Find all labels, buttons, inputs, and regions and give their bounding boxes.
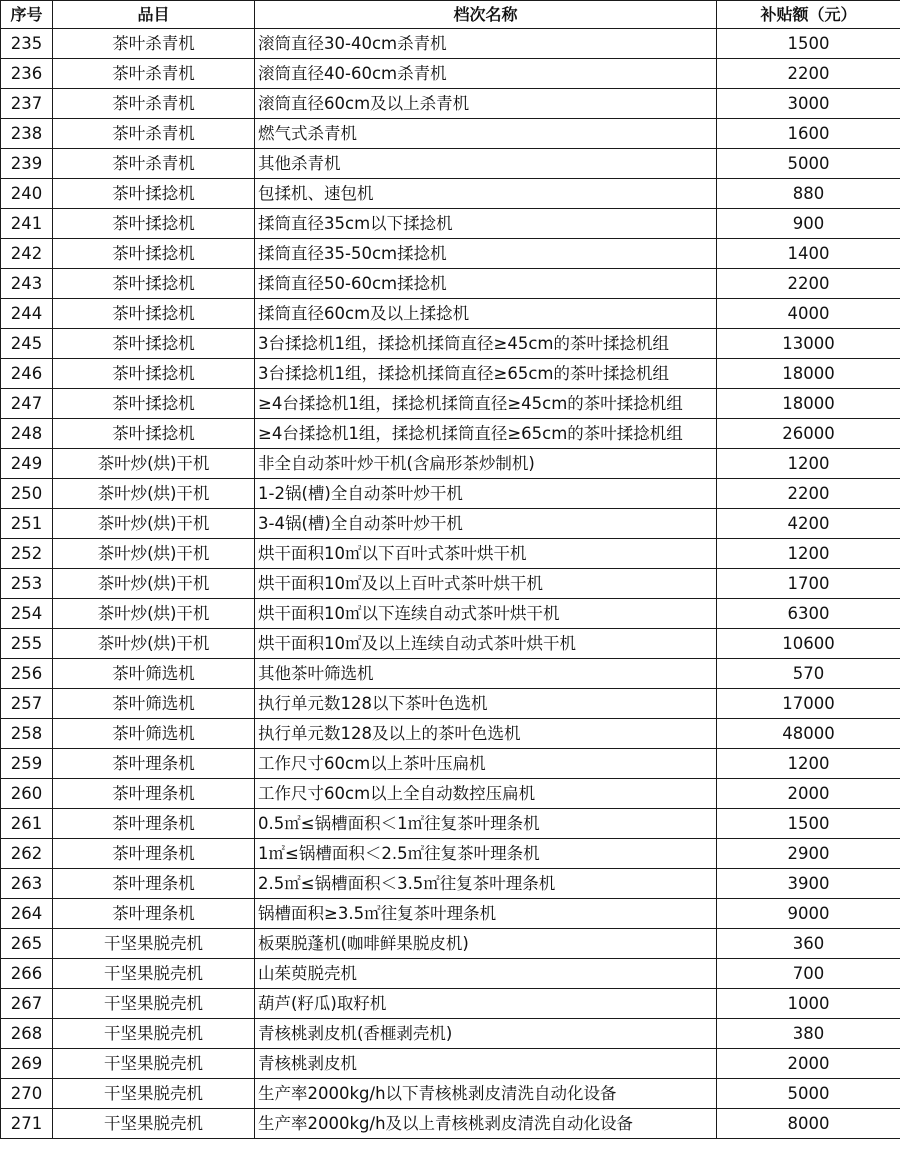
table-row (1, 119, 900, 149)
cell-category: 茶叶筛选机 (53, 689, 255, 719)
table-row (1, 329, 900, 359)
cell-subsidy-amount: 4200 (717, 509, 900, 539)
table-row (1, 29, 900, 59)
cell-subsidy-amount: 9000 (717, 899, 900, 929)
cell-subsidy-amount: 17000 (717, 689, 900, 719)
cell-serial-no: 237 (1, 89, 53, 119)
cell-grade-name: 包揉机、速包机 (255, 179, 717, 209)
cell-serial-no: 245 (1, 329, 53, 359)
table-row (1, 959, 900, 989)
table-row (1, 1019, 900, 1049)
cell-category: 茶叶揉捻机 (53, 359, 255, 389)
cell-category: 茶叶揉捻机 (53, 419, 255, 449)
cell-category: 茶叶揉捻机 (53, 179, 255, 209)
cell-subsidy-amount: 2000 (717, 779, 900, 809)
table-row (1, 89, 900, 119)
cell-category: 茶叶炒(烘)干机 (53, 479, 255, 509)
cell-subsidy-amount: 1700 (717, 569, 900, 599)
cell-serial-no: 241 (1, 209, 53, 239)
cell-serial-no: 261 (1, 809, 53, 839)
cell-serial-no: 238 (1, 119, 53, 149)
cell-grade-name: 执行单元数128以下茶叶色选机 (255, 689, 717, 719)
cell-grade-name: 执行单元数128及以上的茶叶色选机 (255, 719, 717, 749)
cell-subsidy-amount: 18000 (717, 389, 900, 419)
cell-grade-name: 非全自动茶叶炒干机(含扁形茶炒制机) (255, 449, 717, 479)
table-row (1, 539, 900, 569)
header-category: 品目 (53, 1, 255, 29)
cell-grade-name: 葫芦(籽瓜)取籽机 (255, 989, 717, 1019)
cell-grade-name: 滚筒直径60cm及以上杀青机 (255, 89, 717, 119)
cell-serial-no: 264 (1, 899, 53, 929)
cell-subsidy-amount: 1600 (717, 119, 900, 149)
cell-grade-name: 锅槽面积≥3.5㎡往复茶叶理条机 (255, 899, 717, 929)
cell-grade-name: 青核桃剥皮机 (255, 1049, 717, 1079)
table-row (1, 59, 900, 89)
cell-subsidy-amount: 26000 (717, 419, 900, 449)
cell-subsidy-amount: 13000 (717, 329, 900, 359)
cell-category: 茶叶揉捻机 (53, 389, 255, 419)
cell-serial-no: 239 (1, 149, 53, 179)
table-row (1, 209, 900, 239)
cell-subsidy-amount: 5000 (717, 149, 900, 179)
cell-grade-name: 青核桃剥皮机(香榧剥壳机) (255, 1019, 717, 1049)
cell-category: 茶叶理条机 (53, 839, 255, 869)
cell-category: 茶叶筛选机 (53, 719, 255, 749)
cell-subsidy-amount: 2200 (717, 59, 900, 89)
cell-grade-name: 揉筒直径60cm及以上揉捻机 (255, 299, 717, 329)
header-row (1, 1, 900, 29)
cell-serial-no: 256 (1, 659, 53, 689)
table-row (1, 659, 900, 689)
cell-category: 茶叶理条机 (53, 899, 255, 929)
cell-category: 干坚果脱壳机 (53, 1109, 255, 1139)
cell-serial-no: 244 (1, 299, 53, 329)
cell-serial-no: 246 (1, 359, 53, 389)
cell-category: 茶叶炒(烘)干机 (53, 449, 255, 479)
cell-subsidy-amount: 570 (717, 659, 900, 689)
cell-subsidy-amount: 1200 (717, 539, 900, 569)
cell-category: 干坚果脱壳机 (53, 1079, 255, 1109)
cell-category: 茶叶筛选机 (53, 659, 255, 689)
cell-category: 茶叶杀青机 (53, 119, 255, 149)
cell-grade-name: 工作尺寸60cm以上全自动数控压扁机 (255, 779, 717, 809)
cell-grade-name: 3台揉捻机1组，揉捻机揉筒直径≥65cm的茶叶揉捻机组 (255, 359, 717, 389)
table-row (1, 599, 900, 629)
cell-grade-name: 山茱萸脱壳机 (255, 959, 717, 989)
cell-subsidy-amount: 6300 (717, 599, 900, 629)
cell-grade-name: 烘干面积10㎡以下连续自动式茶叶烘干机 (255, 599, 717, 629)
cell-category: 干坚果脱壳机 (53, 929, 255, 959)
cell-grade-name: 1㎡≤锅槽面积＜2.5㎡往复茶叶理条机 (255, 839, 717, 869)
cell-serial-no: 259 (1, 749, 53, 779)
cell-serial-no: 235 (1, 29, 53, 59)
table-row (1, 179, 900, 209)
cell-category: 茶叶理条机 (53, 779, 255, 809)
cell-subsidy-amount: 5000 (717, 1079, 900, 1109)
cell-serial-no: 242 (1, 239, 53, 269)
table-row (1, 689, 900, 719)
cell-subsidy-amount: 1000 (717, 989, 900, 1019)
cell-subsidy-amount: 3000 (717, 89, 900, 119)
table-row (1, 299, 900, 329)
cell-subsidy-amount: 3900 (717, 869, 900, 899)
cell-grade-name: 烘干面积10㎡以下百叶式茶叶烘干机 (255, 539, 717, 569)
cell-category: 茶叶杀青机 (53, 59, 255, 89)
cell-category: 茶叶炒(烘)干机 (53, 629, 255, 659)
cell-category: 干坚果脱壳机 (53, 1019, 255, 1049)
cell-category: 茶叶炒(烘)干机 (53, 569, 255, 599)
table-row (1, 629, 900, 659)
cell-serial-no: 249 (1, 449, 53, 479)
table-body (1, 29, 900, 1139)
cell-grade-name: 0.5㎡≤锅槽面积＜1㎡往复茶叶理条机 (255, 809, 717, 839)
cell-serial-no: 240 (1, 179, 53, 209)
cell-grade-name: 3-4锅(槽)全自动茶叶炒干机 (255, 509, 717, 539)
cell-category: 茶叶揉捻机 (53, 329, 255, 359)
cell-grade-name: 燃气式杀青机 (255, 119, 717, 149)
table-row (1, 359, 900, 389)
cell-subsidy-amount: 8000 (717, 1109, 900, 1139)
cell-subsidy-amount: 900 (717, 209, 900, 239)
table-row (1, 899, 900, 929)
table-row (1, 569, 900, 599)
table-row (1, 509, 900, 539)
cell-subsidy-amount: 10600 (717, 629, 900, 659)
cell-serial-no: 236 (1, 59, 53, 89)
cell-category: 干坚果脱壳机 (53, 959, 255, 989)
cell-category: 茶叶揉捻机 (53, 269, 255, 299)
cell-serial-no: 267 (1, 989, 53, 1019)
table-row (1, 839, 900, 869)
cell-grade-name: 2.5㎡≤锅槽面积＜3.5㎡往复茶叶理条机 (255, 869, 717, 899)
cell-grade-name: 其他茶叶筛选机 (255, 659, 717, 689)
cell-subsidy-amount: 1200 (717, 449, 900, 479)
table-row (1, 479, 900, 509)
cell-serial-no: 271 (1, 1109, 53, 1139)
cell-grade-name: 滚筒直径30-40cm杀青机 (255, 29, 717, 59)
cell-serial-no: 250 (1, 479, 53, 509)
cell-serial-no: 268 (1, 1019, 53, 1049)
cell-grade-name: 其他杀青机 (255, 149, 717, 179)
cell-serial-no: 252 (1, 539, 53, 569)
cell-grade-name: 生产率2000kg/h及以上青核桃剥皮清洗自动化设备 (255, 1109, 717, 1139)
cell-subsidy-amount: 380 (717, 1019, 900, 1049)
cell-grade-name: 揉筒直径35cm以下揉捻机 (255, 209, 717, 239)
cell-serial-no: 243 (1, 269, 53, 299)
cell-subsidy-amount: 2000 (717, 1049, 900, 1079)
cell-category: 茶叶理条机 (53, 749, 255, 779)
cell-serial-no: 265 (1, 929, 53, 959)
cell-serial-no: 266 (1, 959, 53, 989)
cell-serial-no: 269 (1, 1049, 53, 1079)
table-row (1, 1079, 900, 1109)
cell-subsidy-amount: 18000 (717, 359, 900, 389)
cell-grade-name: 3台揉捻机1组，揉捻机揉筒直径≥45cm的茶叶揉捻机组 (255, 329, 717, 359)
cell-grade-name: 烘干面积10㎡及以上百叶式茶叶烘干机 (255, 569, 717, 599)
table-row (1, 149, 900, 179)
cell-serial-no: 254 (1, 599, 53, 629)
cell-category: 茶叶杀青机 (53, 89, 255, 119)
cell-serial-no: 247 (1, 389, 53, 419)
cell-grade-name: 滚筒直径40-60cm杀青机 (255, 59, 717, 89)
cell-category: 茶叶炒(烘)干机 (53, 509, 255, 539)
cell-subsidy-amount: 48000 (717, 719, 900, 749)
cell-serial-no: 258 (1, 719, 53, 749)
cell-grade-name: 烘干面积10㎡及以上连续自动式茶叶烘干机 (255, 629, 717, 659)
cell-category: 干坚果脱壳机 (53, 989, 255, 1019)
cell-category: 茶叶揉捻机 (53, 239, 255, 269)
cell-subsidy-amount: 1500 (717, 809, 900, 839)
cell-grade-name: ≥4台揉捻机1组，揉捻机揉筒直径≥65cm的茶叶揉捻机组 (255, 419, 717, 449)
cell-subsidy-amount: 700 (717, 959, 900, 989)
cell-serial-no: 253 (1, 569, 53, 599)
table-row (1, 269, 900, 299)
cell-grade-name: 揉筒直径50-60cm揉捻机 (255, 269, 717, 299)
cell-serial-no: 260 (1, 779, 53, 809)
cell-subsidy-amount: 2900 (717, 839, 900, 869)
table-row (1, 779, 900, 809)
table-row (1, 449, 900, 479)
table-row (1, 719, 900, 749)
cell-grade-name: 板栗脱蓬机(咖啡鲜果脱皮机) (255, 929, 717, 959)
table-row (1, 1049, 900, 1079)
table-row (1, 389, 900, 419)
cell-serial-no: 263 (1, 869, 53, 899)
cell-subsidy-amount: 1200 (717, 749, 900, 779)
cell-serial-no: 251 (1, 509, 53, 539)
cell-grade-name: 1-2锅(槽)全自动茶叶炒干机 (255, 479, 717, 509)
cell-category: 茶叶杀青机 (53, 149, 255, 179)
cell-subsidy-amount: 4000 (717, 299, 900, 329)
cell-grade-name: 揉筒直径35-50cm揉捻机 (255, 239, 717, 269)
cell-category: 茶叶杀青机 (53, 29, 255, 59)
cell-subsidy-amount: 1500 (717, 29, 900, 59)
cell-subsidy-amount: 360 (717, 929, 900, 959)
table-row (1, 809, 900, 839)
cell-category: 茶叶理条机 (53, 809, 255, 839)
cell-category: 茶叶炒(烘)干机 (53, 539, 255, 569)
cell-category: 干坚果脱壳机 (53, 1049, 255, 1079)
cell-subsidy-amount: 2200 (717, 479, 900, 509)
table-row (1, 989, 900, 1019)
header-subsidy-amount: 补贴额（元） (717, 1, 900, 29)
cell-category: 茶叶炒(烘)干机 (53, 599, 255, 629)
table-row (1, 869, 900, 899)
header-grade-name: 档次名称 (255, 1, 717, 29)
table-row (1, 1109, 900, 1139)
cell-grade-name: 工作尺寸60cm以上茶叶压扁机 (255, 749, 717, 779)
table-row (1, 419, 900, 449)
table-row (1, 749, 900, 779)
cell-serial-no: 255 (1, 629, 53, 659)
cell-subsidy-amount: 2200 (717, 269, 900, 299)
table-row (1, 929, 900, 959)
cell-serial-no: 262 (1, 839, 53, 869)
header-serial-no: 序号 (1, 1, 53, 29)
cell-category: 茶叶揉捻机 (53, 299, 255, 329)
cell-serial-no: 270 (1, 1079, 53, 1109)
cell-grade-name: ≥4台揉捻机1组，揉捻机揉筒直径≥45cm的茶叶揉捻机组 (255, 389, 717, 419)
cell-serial-no: 248 (1, 419, 53, 449)
cell-category: 茶叶理条机 (53, 869, 255, 899)
cell-serial-no: 257 (1, 689, 53, 719)
cell-subsidy-amount: 1400 (717, 239, 900, 269)
cell-grade-name: 生产率2000kg/h以下青核桃剥皮清洗自动化设备 (255, 1079, 717, 1109)
cell-category: 茶叶揉捻机 (53, 209, 255, 239)
cell-subsidy-amount: 880 (717, 179, 900, 209)
table-row (1, 239, 900, 269)
